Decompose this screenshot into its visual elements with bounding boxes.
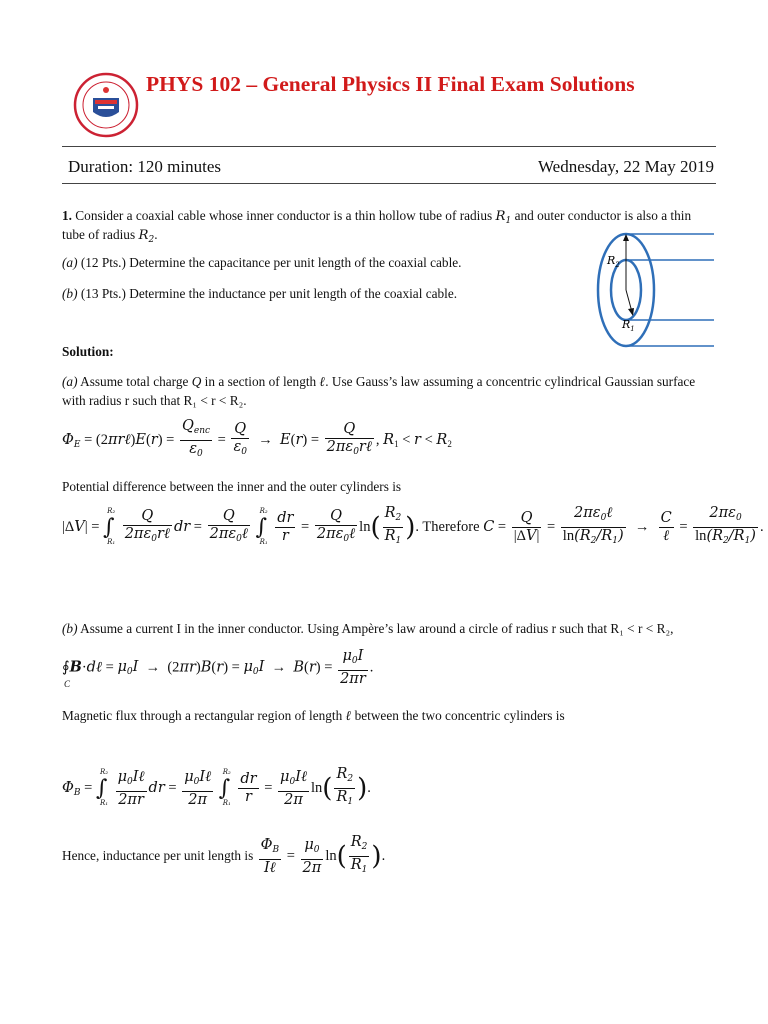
header-divider xyxy=(62,146,716,147)
contour-label: C xyxy=(64,679,71,689)
university-seal-icon xyxy=(73,72,139,138)
inductance-result: Hence, inductance per unit length is $\frac{\Phi_B}{\text{Iℓ}}$ = $\frac{\mu_0}{2\pi}$ ln( $\frac{R_2}{R_1}$ ). xyxy=(62,834,386,876)
flux-equation: $\Phi_B$ = ∫ R₂ R₁ $\frac{\mu_0I\ell}{2\pi r}$ dr = $\frac{\mu_0I\ell}{2\pi}$ ∫ R₂ R₁ $\frac{dr}{r}$ = $\frac{\mu_0I\ell}{2\pi}$ ln( $\frac{R_2}{R_1}$ ). xyxy=(62,766,371,808)
part-a: (a) (12 Pts.) Determine the capacitance per unit length of the coaxial cable. xyxy=(62,255,462,270)
solution-b-intro: (b) Assume a current I in the inner conductor. Using Ampère’s law around a circle of radius r such that R₁ < r < R₂, xyxy=(62,621,674,636)
page-title: PHYS 102 – General Physics II Final Exam Solutions xyxy=(146,72,635,96)
problem-statement: 1. Consider a coaxial cable whose inner conductor is a thin hollow tube of radius $R_1$ and outer conductor is also a thin xyxy=(62,208,692,226)
gauss-equation: $\Phi_E$ = (2πrℓ)E(r) = $\frac{Q_{enc}}{\varepsilon_0}$ = $\frac{Q}{\varepsilon_0}$ → E(r) = $\frac{Q}{2\pi\varepsilon_0r\ell}$ , $R_1 < r < R_2$ xyxy=(62,418,452,459)
exam-date: Wednesday, 22 May 2019 xyxy=(538,157,714,176)
flux-text: Magnetic flux through a rectangular region of length ℓ between the two concentric cylinders is xyxy=(62,708,565,724)
potential-equation: |ΔV| = ∫ R₂ R₁ $\frac{Q}{2\pi\varepsilon_0r\ell}$ dr = $\frac{Q}{2\pi\varepsilon_0\ell}$ ∫ R₂ R₁ $\frac{dr}{r}$ = $\frac{Q}{2\pi\varepsilon_0\ell}$ ln( $\frac{R_2}{R_1}$ ). Therefore C = $\frac{Q}{|\Delta V|}$ = $\frac{2\pi\varepsilon_0\ell}{\ln(R_2/R_1)}$ → $\frac{C}{\text{ℓ}}$ = $\frac{2\pi\varepsilon_0}{\ln(R_2/R_1)}$ . xyxy=(62,505,764,546)
coaxial-cable-figure xyxy=(596,228,716,352)
label-r2: $R_2$ xyxy=(607,254,620,269)
problem-statement-l2: tube of radius $R_2$. xyxy=(62,227,158,245)
solution-heading: Solution: xyxy=(62,344,114,359)
label-r1: $R_1$ xyxy=(622,318,635,333)
problem-number: 1. xyxy=(62,208,72,223)
exam-duration: Duration: 120 minutes xyxy=(68,157,221,176)
solution-a-intro-l2: with radius r such that R₁ < r < R₂. xyxy=(62,393,247,408)
solution-a-intro: (a) Assume total charge Q in a section of length ℓ. Use Gauss’s law assuming a concentric cylindrical Gaussian surface xyxy=(62,374,696,390)
ampere-equation: ∮B·dℓ = $\mu_0I \to (2\pi r)B(r) = \mu_0I \to B(r)$ = $\frac{\mu_0I}{2\pi r}$ . xyxy=(62,648,374,687)
header-divider-bottom xyxy=(62,183,716,184)
potential-text: Potential difference between the inner and the outer cylinders is xyxy=(62,479,402,494)
part-b: (b) (13 Pts.) Determine the inductance per unit length of the coaxial cable. xyxy=(62,286,458,301)
